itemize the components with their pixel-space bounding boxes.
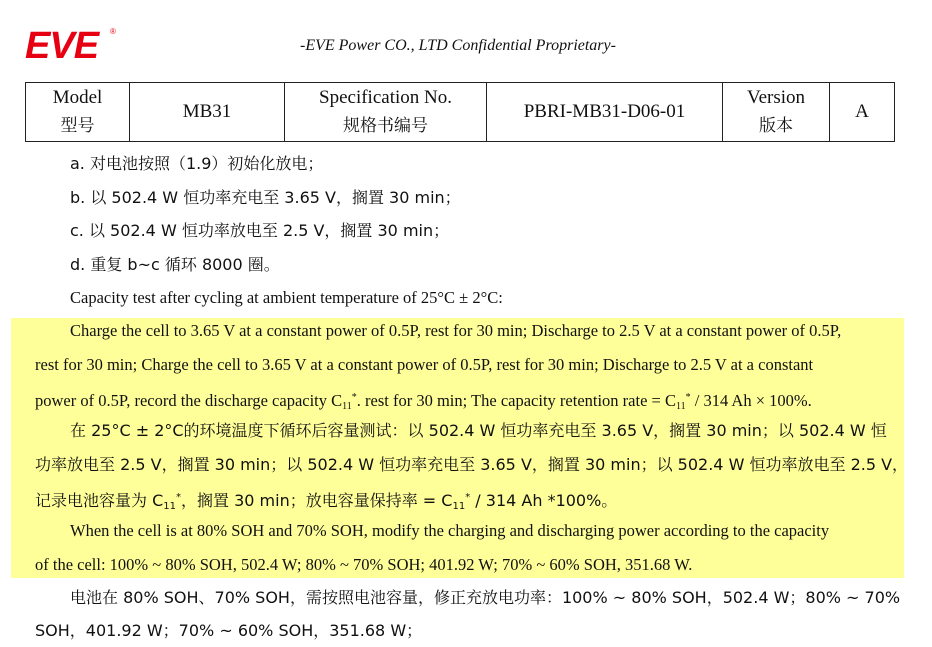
registered-mark: ® bbox=[110, 27, 116, 36]
cn-para-line-2: 功率放电至 2.5 V，搁置 30 min；以 502.4 W 恒功率充电至 3.65 V，搁置 30 min；以 502.4 W 恒功率放电至 2.5 V， bbox=[35, 455, 909, 474]
version-value: A bbox=[830, 83, 895, 142]
logo-text: EVE bbox=[25, 25, 99, 67]
version-label-cell bbox=[723, 83, 830, 142]
cn-sup-star: * bbox=[176, 492, 181, 503]
soh-cn-line-1: 电池在 80% SOH、70% SOH，需按照电池容量，修正充放电功率：100% ~ 80% SOH，502.4 W；80% ~ 70% bbox=[70, 588, 901, 607]
model-label-cn: 型号 bbox=[60, 116, 95, 136]
capacity-heading: Capacity test after cycling at ambient temperature of 25°C ± 2°C: bbox=[70, 288, 503, 307]
cn-para-line-3 bbox=[35, 481, 617, 514]
model-label-cell bbox=[26, 83, 130, 142]
header-title: -EVE Power CO., LTD Confidential Proprietary- bbox=[300, 37, 616, 54]
en-para-line-1: Charge the cell to 3.65 V at a constant power of 0.5P, rest for 30 min; Discharge to 2.5 V at a constant power of 0.5P, bbox=[70, 321, 842, 340]
en-para-3a: power of 0.5P, record the discharge capacity C bbox=[35, 391, 343, 410]
soh-en-line-1: When the cell is at 80% SOH and 70% SOH, modify the charging and discharging power according to the capacity bbox=[70, 521, 830, 540]
cn-sup-star-b: * bbox=[465, 492, 471, 503]
cn-para-3b: ，搁置 30 min；放电容量保持率 = C bbox=[181, 491, 453, 510]
cn-sub-11: 11 bbox=[163, 501, 176, 512]
cn-para-3c: / 314 Ah *100%。 bbox=[470, 491, 618, 510]
en-para-line-2: rest for 30 min; Charge the cell to 3.65 V at a constant power of 0.5P, rest for 30 min; Discharge to 2.5 V at a constant bbox=[35, 355, 814, 374]
cn-sub-11-b: 11 bbox=[452, 501, 466, 512]
step-d: d. 重复 b~c 循环 8000 圈。 bbox=[70, 255, 280, 274]
spec-label-cn: 规格书编号 bbox=[343, 116, 428, 136]
spec-label-cell bbox=[285, 83, 487, 142]
model-value: MB31 bbox=[130, 83, 285, 142]
step-b: b. 以 502.4 W 恒功率充电至 3.65 V，搁置 30 min； bbox=[70, 188, 461, 207]
en-para-3c: / 314 Ah × 100%. bbox=[690, 391, 812, 410]
spec-table bbox=[25, 82, 895, 142]
eve-logo bbox=[25, 25, 120, 67]
spec-value: PBRI-MB31-D06-01 bbox=[487, 83, 723, 142]
en-para-3b: . rest for 30 min; The capacity retention rate = C bbox=[356, 391, 676, 410]
en-para-line-3 bbox=[35, 381, 812, 414]
version-label-cn: 版本 bbox=[759, 116, 793, 136]
step-a: a. 对电池按照（1.9）初始化放电； bbox=[70, 154, 324, 173]
cn-para-line-1: 在 25°C ± 2°C的环境温度下循环后容量测试：以 502.4 W 恒功率充电至 3.65 V，搁置 30 min；以 502.4 W 恒 bbox=[70, 421, 887, 440]
en-sub-11-b: 11 bbox=[675, 401, 686, 412]
cn-para-3a: 记录电池容量为 C bbox=[35, 491, 164, 510]
version-label-en: Version bbox=[746, 87, 806, 108]
soh-cn-line-2: SOH，401.92 W；70% ~ 60% SOH，351.68 W； bbox=[35, 621, 423, 640]
en-sup-star-b: * bbox=[685, 392, 691, 403]
en-sup-star: * bbox=[351, 392, 357, 403]
step-c: c. 以 502.4 W 恒功率放电至 2.5 V，搁置 30 min； bbox=[70, 221, 450, 240]
spec-label-en: Specification No. bbox=[319, 87, 452, 108]
en-sub-11: 11 bbox=[342, 401, 352, 412]
model-label-en: Model bbox=[52, 87, 103, 108]
soh-en-line-2: of the cell: 100% ~ 80% SOH, 502.4 W; 80% ~ 70% SOH; 401.92 W; 70% ~ 60% SOH, 351.68 W. bbox=[35, 555, 693, 574]
